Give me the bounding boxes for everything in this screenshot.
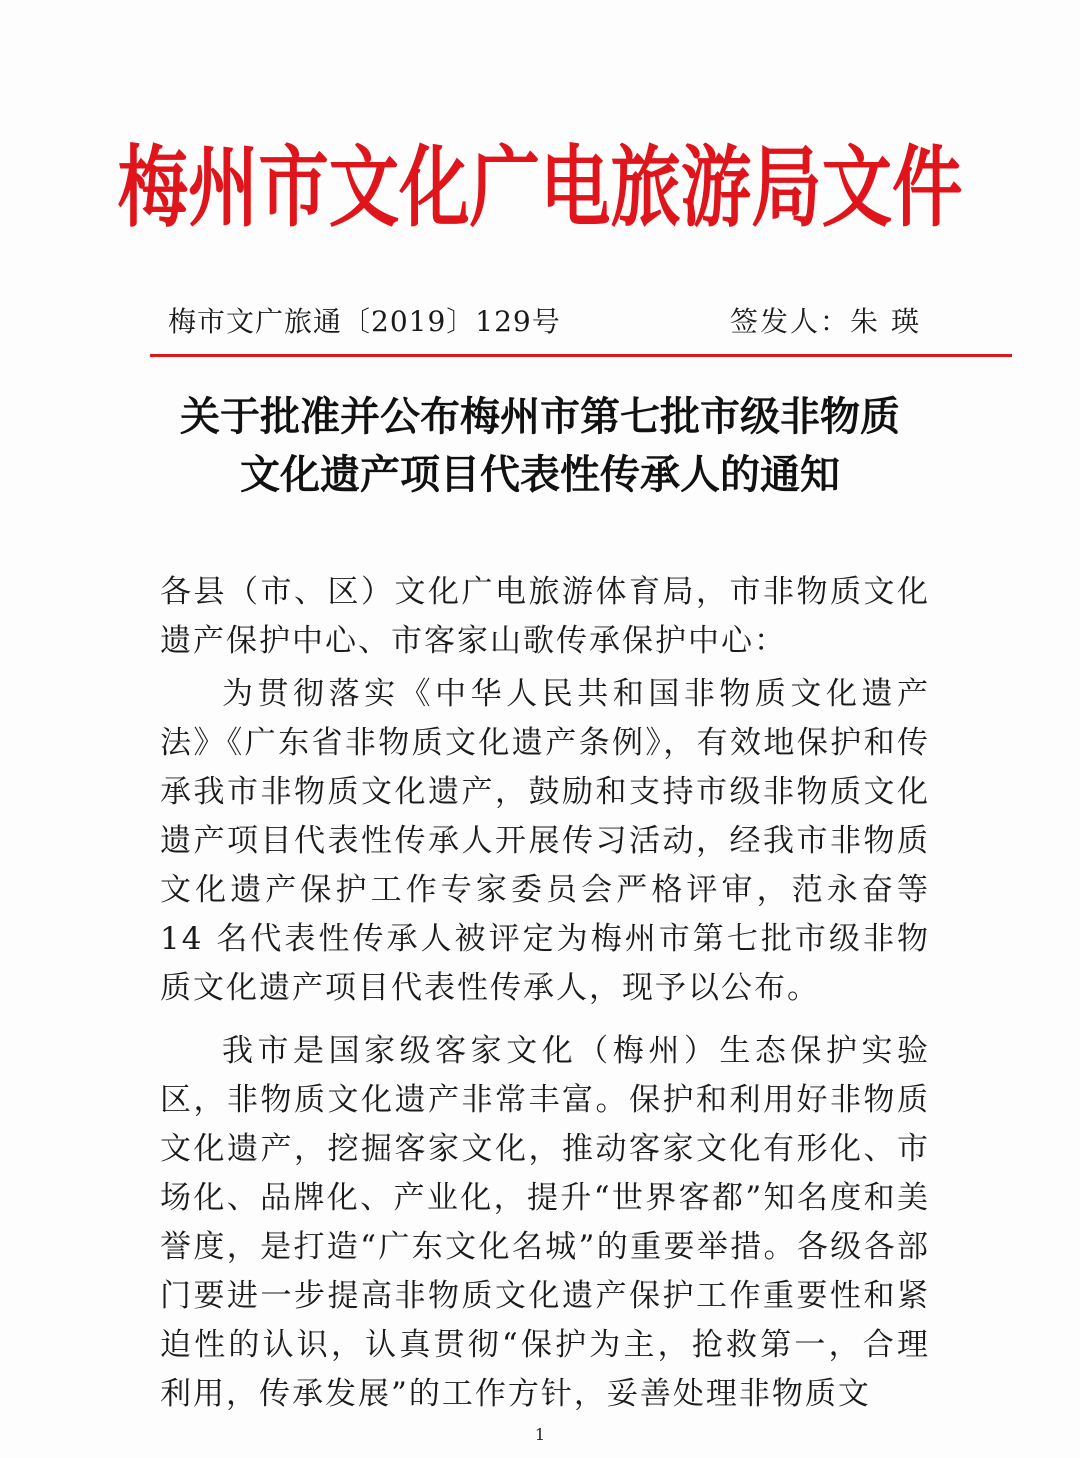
- notice-body: [160, 568, 930, 1433]
- page-number: 1: [534, 1425, 546, 1444]
- red-divider-line: [150, 354, 1012, 357]
- document-number: 梅市文广旅通〔2019〕129号: [168, 305, 561, 338]
- notice-title-line-1: 关于批准并公布梅州市第七批市级非物质: [180, 394, 900, 440]
- body-paragraph-1: 为贯彻落实《中华人民共和国非物质文化遗产法》《广东省非物质文化遗产条例》，有效地保护和传承我市非物质文化遗产，鼓励和支持市级非物质文化遗产项目代表性传承人开展传习活动，经我市非物质文化遗产保护工作专家委员会严格评审，范永奋等 14 名代表性传承人被评定为梅州市第七批市级非物质文化遗产项目代表性传承人，现予以公布。: [160, 676, 930, 1006]
- signer: 签发人：朱 瑛: [730, 305, 921, 338]
- body-paragraph-2: 我市是国家级客家文化（梅州）生态保护实验区，非物质文化遗产非常丰富。保护和利用好非物质文化遗产，挖掘客家文化，推动客家文化有形化、市场化、品牌化、产业化，提升“世界客都”知名度和美誉度，是打造“广东文化名城”的重要举措。各级各部门要进一步提高非物质文化遗产保护工作重要性和紧迫性的认识，认真贯彻“保护为主，抢救第一，合理利用，传承发展”的工作方针，妥善处理非物质文: [160, 1033, 930, 1412]
- notice-title: [0, 388, 1080, 504]
- addressee: 各县（市、区）文化广电旅游体育局，市非物质文化遗产保护中心、市客家山歌传承保护中心：: [160, 574, 930, 659]
- notice-title-line-2: 文化遗产项目代表性传承人的通知: [240, 452, 840, 498]
- masthead-title: 梅州市文化广电旅游局文件: [117, 136, 963, 239]
